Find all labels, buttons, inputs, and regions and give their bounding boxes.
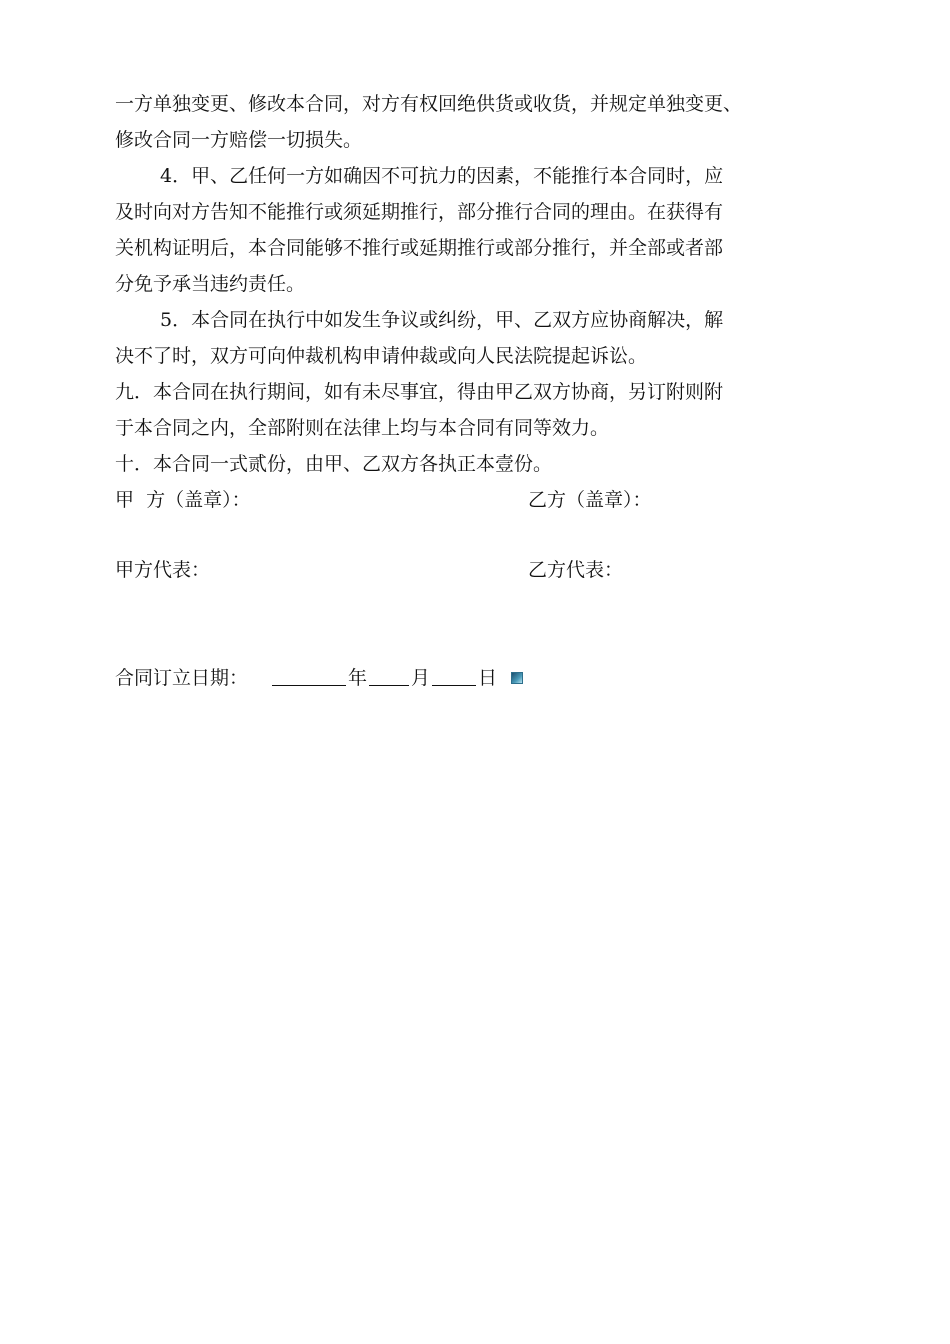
month-blank (369, 663, 409, 686)
small-square-mark-icon (511, 672, 523, 684)
paragraph-line: 一方单独变更、修改本合同，对方有权回绝供货或收货，并规定单独变更、 (115, 93, 743, 115)
party-b-representative-label: 乙方代表： (528, 559, 624, 581)
party-a-seal-label: 甲 方（盖章）： (115, 489, 251, 511)
paragraph-line: 修改合同一方赔偿一切损失。 (115, 129, 363, 151)
year-blank (272, 663, 346, 686)
contract-date-label: 合同订立日期： (115, 667, 249, 689)
clause-4-line: 关机构证明后，本合同能够不推行或延期推行或部分推行，并全部或者部 (115, 237, 724, 259)
year-label: 年 (348, 667, 368, 689)
party-b-seal-label: 乙方（盖章）： (528, 489, 652, 511)
article-9-line: 九．本合同在执行期间，如有未尽事宜，得由甲乙双方协商，另订附则附 (115, 381, 724, 403)
month-label: 月 (411, 667, 431, 689)
clause-4-line: 4．甲、乙任何一方如确因不可抗力的因素，不能推行本合同时，应 (160, 165, 724, 187)
clause-4-line: 及时向对方告知不能推行或须延期推行，部分推行合同的理由。在获得有 (115, 201, 724, 223)
clause-5-line: 5．本合同在执行中如发生争议或纠纷，甲、乙双方应协商解决，解 (160, 309, 724, 331)
clause-5-line: 决不了时，双方可向仲裁机构申请仲裁或向人民法院提起诉讼。 (115, 345, 648, 367)
contract-date-line (115, 660, 523, 696)
article-9-line: 于本合同之内，全部附则在法律上均与本合同有同等效力。 (115, 417, 610, 439)
article-10-line: 十．本合同一式贰份，由甲、乙双方各执正本壹份。 (115, 453, 553, 475)
day-blank (432, 663, 476, 686)
clause-4-line: 分免予承当违约责任。 (115, 273, 306, 295)
day-label: 日 (478, 667, 498, 689)
party-a-representative-label: 甲方代表： (115, 559, 211, 581)
